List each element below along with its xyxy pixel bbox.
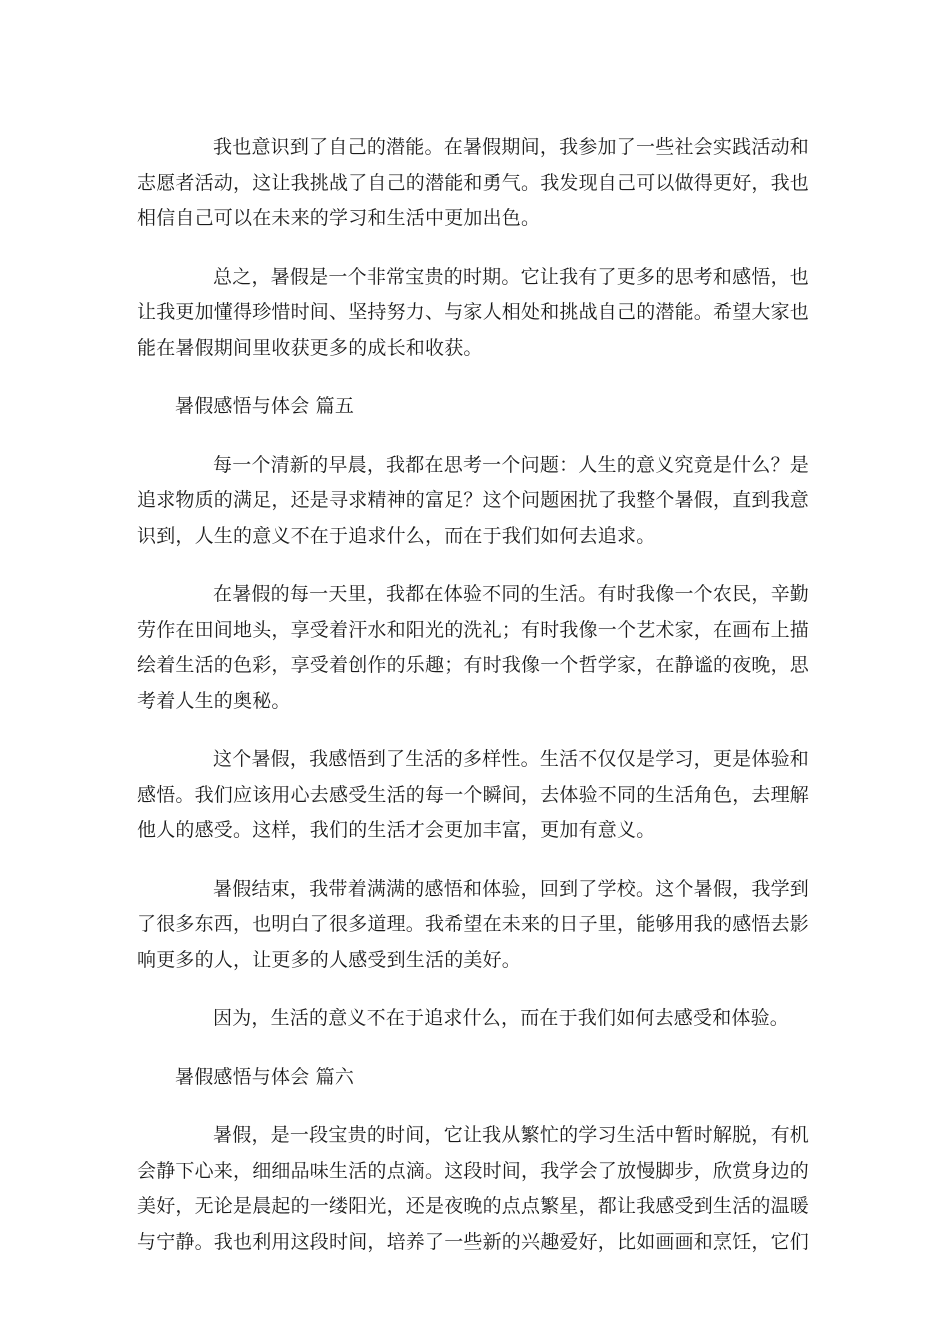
paragraph: 暑假结束，我带着满满的感悟和体验，回到了学校。这个暑假，我学到了很多东西，也明白了很多道理。我希望在未来的日子里，能够用我的感悟去影响更多的人，让更多的人感受到生活的美好。 bbox=[137, 877, 810, 971]
paragraph: 我也意识到了自己的潜能。在暑假期间，我参加了一些社会实践活动和志愿者活动，这让我挑战了自己的潜能和勇气。我发现自己可以做得更好，我也相信自己可以在未来的学习和生活中更加出色。 bbox=[137, 136, 810, 229]
section-heading: 暑假感悟与体会 篇五 bbox=[175, 395, 355, 417]
document-body bbox=[137, 130, 809, 1283]
paragraph: 总之，暑假是一个非常宝贵的时期。它让我有了更多的思考和感悟，也让我更加懂得珍惜时间、坚持努力、与家人相处和挑战自己的潜能。希望大家也能在暑假期间里收获更多的成长和收获。 bbox=[137, 265, 810, 359]
paragraph: 暑假，是一段宝贵的时间，它让我从繁忙的学习生活中暂时解脱，有机会静下心来，细细品味生活的点滴。这段时间，我学会了放慢脚步，欣赏身边的美好，无论是晨起的一缕阳光，还是夜晚的点点繁星，都让我感受到生活的温暖与宁静。我也利用这段时间，培养了一些新的兴趣爱好，比如画画和烹饪，它们 bbox=[137, 1124, 810, 1253]
paragraph: 这个暑假，我感悟到了生活的多样性。生活不仅仅是学习，更是体验和感悟。我们应该用心去感受生活的每一个瞬间，去体验不同的生活角色，去理解他人的感受。这样，我们的生活才会更加丰富，更加有意义。 bbox=[137, 748, 810, 841]
paragraph: 在暑假的每一天里，我都在体验不同的生活。有时我像一个农民，辛勤劳作在田间地头，享受着汗水和阳光的洗礼；有时我像一个艺术家，在画布上描绘着生活的色彩，享受着创作的乐趣；有时我像一个哲学家，在静谧的夜晚，思考着人生的奥秘。 bbox=[137, 583, 810, 712]
section-heading: 暑假感悟与体会 篇六 bbox=[175, 1065, 355, 1088]
paragraph: 因为，生活的意义不在于追求什么，而在于我们如何去感受和体验。 bbox=[213, 1007, 790, 1029]
paragraph: 每一个清新的早晨，我都在思考一个问题：人生的意义究竟是什么？是追求物质的满足，还是寻求精神的富足？这个问题困扰了我整个暑假，直到我意识到，人生的意义不在于追求什么，而在于我们如何去追求。 bbox=[137, 453, 810, 547]
